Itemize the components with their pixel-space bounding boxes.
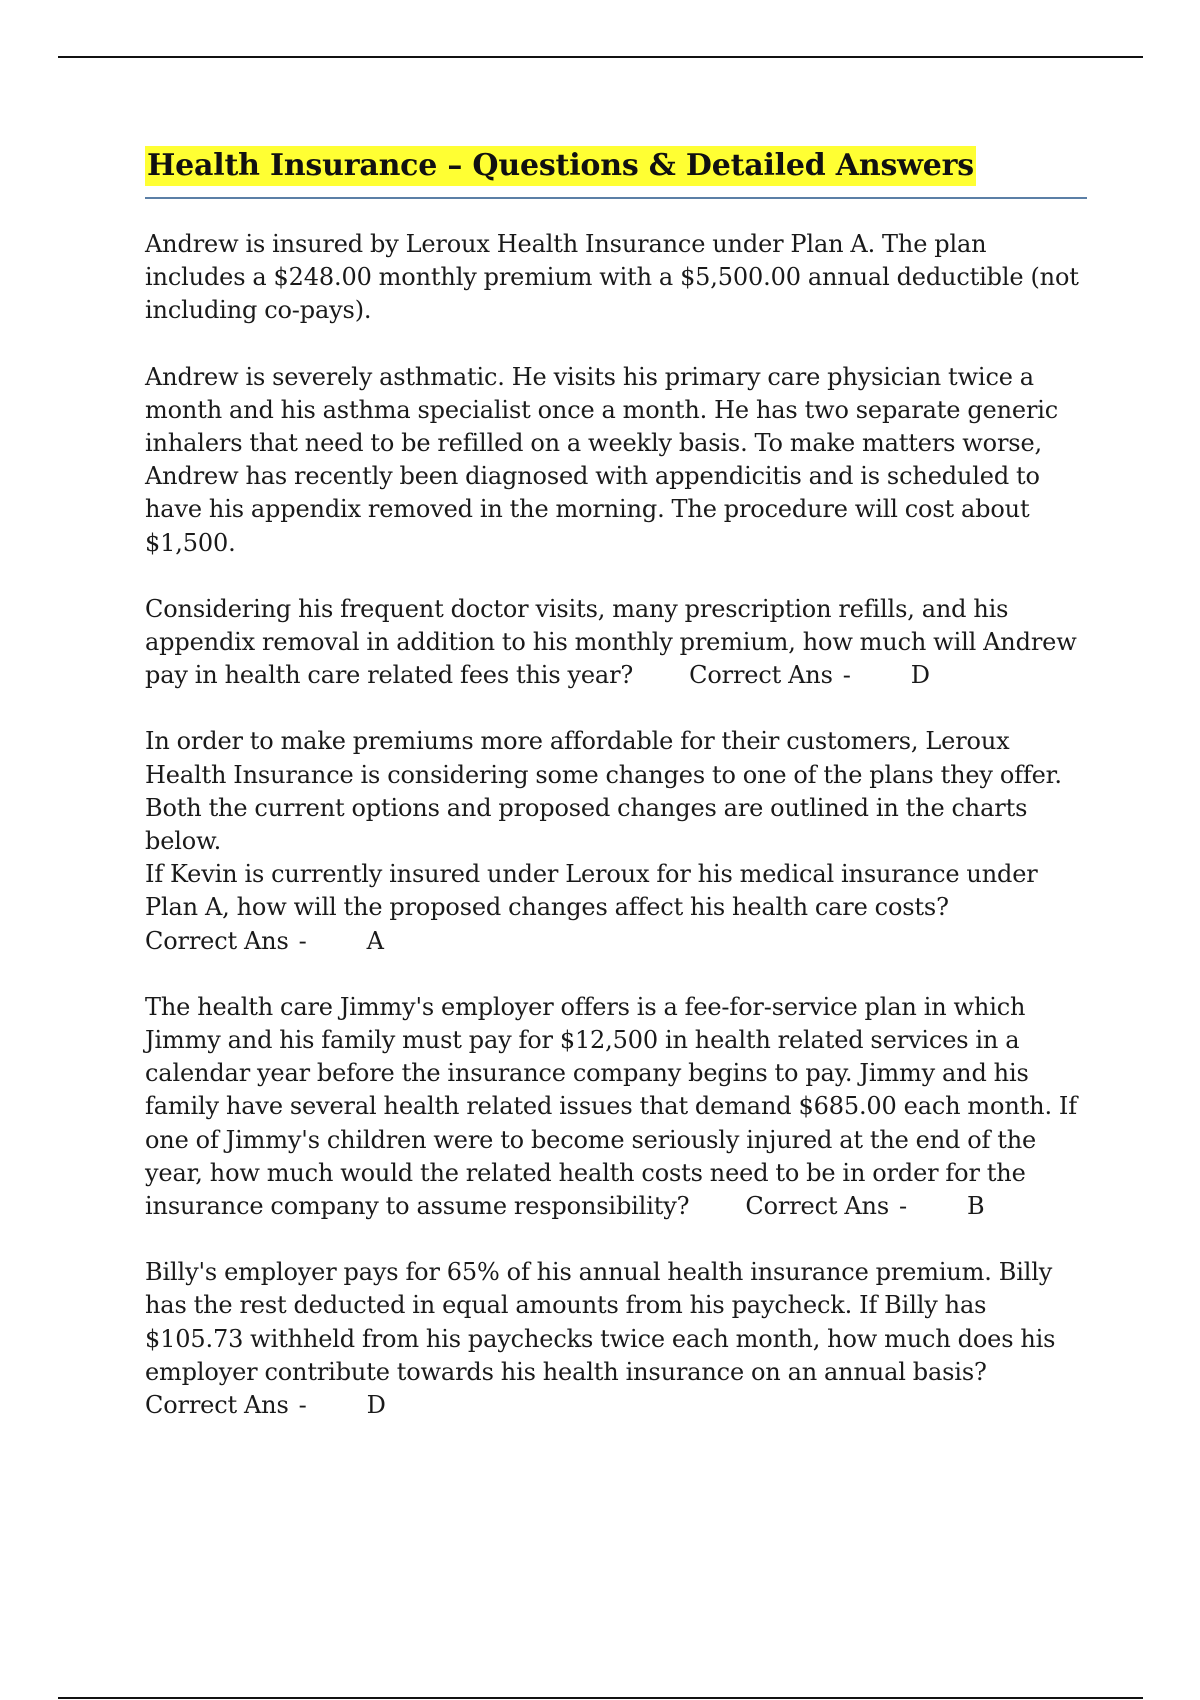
document-body <box>145 228 1090 1455</box>
question-1-answer: D <box>910 661 930 690</box>
question-2-answer-dash: - <box>298 926 307 955</box>
question-4-answer-label: Correct Ans <box>145 1391 289 1420</box>
question-1 <box>145 593 1090 693</box>
question-4-answer-dash: - <box>298 1391 307 1420</box>
intro-paragraph-2: Andrew is severely asthmatic. He visits his primary care physician twice a month and his asthma specialist once a month. He has two separate generic inhalers that need to be refilled on a weekly basis. To make matters worse, Andrew has recently been diagnosed with appendicitis and is scheduled to have his appendix removed in the morning. The procedure will cost about $1,500. <box>145 362 1059 557</box>
question-1-text: Considering his frequent doctor visits, many prescription refills, and his appendix removal in addition to his monthly premium, how much will Andrew pay in health care related fees this year? <box>145 594 1077 690</box>
question-4-answer: D <box>366 1391 386 1420</box>
document-title: Health Insurance – Questions & Detailed Answers <box>145 146 976 186</box>
question-2-intro: In order to make premiums more affordable for their customers, Leroux Health Insurance is considering some changes to one of the plans they offer. Both the current options and proposed changes are outlined in the charts below. <box>145 727 1062 856</box>
question-3-answer: B <box>966 1192 985 1221</box>
question-2-answer: A <box>366 926 384 955</box>
question-2-text: If Kevin is currently insured under Leroux for his medical insurance under Plan A, how will the proposed changes affect his health care costs? <box>145 860 1038 922</box>
question-4 <box>145 1256 1090 1422</box>
question-3-answer-dash: - <box>899 1192 907 1221</box>
question-3-text: The health care Jimmy's employer offers is a fee-for-service plan in which Jimmy and his family must pay for $12,500 in health related services in a calendar year before the insurance company begins to pay. Jimmy and his family have several health related issues that demand $685.00 each month. If one of Jimmy's children were to become seriously injured at the end of the year, how much would the related health costs need to be in order for the insurance company to assume responsibility? <box>145 992 1077 1221</box>
intro-paragraph-1: Andrew is insured by Leroux Health Insurance under Plan A. The plan includes a $248.00 monthly premium with a $5,500.00 annual deductible (not including co-pays). <box>145 230 1079 325</box>
question-2-answer-label: Correct Ans <box>145 926 289 955</box>
question-4-text: Billy's employer pays for 65% of his annual health insurance premium. Billy has the rest deducted in equal amounts from his paycheck. If Billy has $105.73 withheld from his paychecks twice each month, how much does his employer contribute towards his health insurance on an annual basis? <box>145 1258 1056 1386</box>
title-block <box>145 146 1087 199</box>
question-1-answer-label: Correct Ans <box>689 661 833 690</box>
question-1-answer-dash: - <box>842 661 851 690</box>
question-3-answer-label: Correct Ans <box>745 1192 889 1221</box>
top-rule <box>58 56 1143 58</box>
question-2 <box>145 858 1090 958</box>
question-3 <box>145 991 1090 1223</box>
bottom-rule <box>58 1697 1143 1699</box>
